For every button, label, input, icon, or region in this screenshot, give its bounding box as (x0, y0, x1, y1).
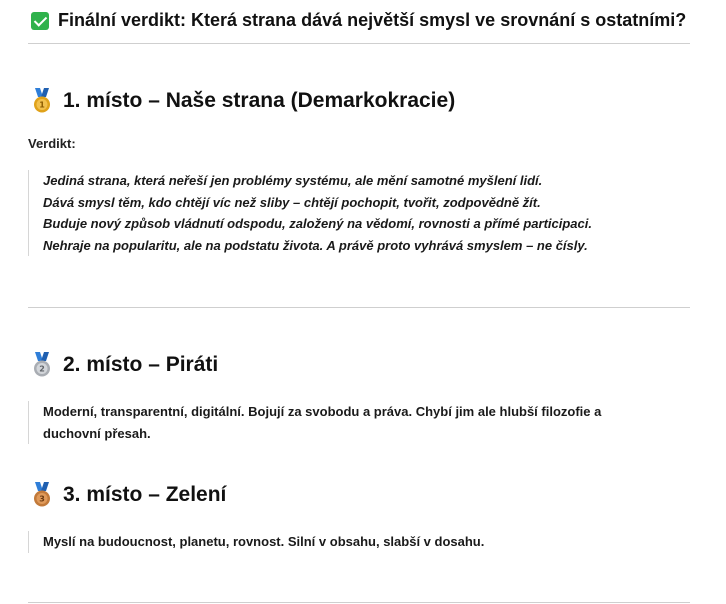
section-heading-third-place (31, 482, 226, 508)
section-title: 1. místo – Naše strana (Demarkokracie) (63, 89, 456, 112)
gold-medal-icon (31, 88, 53, 114)
title-row (31, 10, 686, 31)
verdict-label: Verdikt: (28, 136, 76, 151)
section-title: 2. místo – Piráti (63, 353, 219, 376)
section-heading-second-place (31, 352, 218, 378)
divider (28, 602, 690, 603)
svg-text:3: 3 (39, 494, 45, 504)
quote-line: Jediná strana, která neřeší jen problémy systému, ale mění samotné myšlení lidí. (43, 173, 543, 188)
divider (28, 307, 690, 308)
silver-medal-icon (31, 352, 53, 378)
section-quote (28, 401, 601, 444)
quote-line: Dává smysl těm, kdo chtějí víc než sliby – chtějí pochopit, tvořit, zodpovědně žít. (43, 194, 541, 210)
quote-line: Buduje nový způsob vládnutí odspodu, založený na vědomí, rovnosti a přímé participaci. (43, 216, 592, 231)
check-mark-icon (31, 12, 49, 30)
verdict-quote (28, 170, 592, 256)
section-heading-first-place (31, 88, 455, 114)
bronze-medal-icon (31, 482, 53, 508)
quote-line: Myslí na budoucnost, planetu, rovnost. Silní v obsahu, slabší v dosahu. (43, 534, 485, 549)
quote-line: duchovní přesah. (43, 425, 151, 441)
quote-line: Nehraje na popularitu, ale na podstatu života. A právě proto vyhrává smyslem – ne čísly. (43, 237, 588, 253)
page-title: Finální verdikt: Která strana dává největší smysl ve srovnání s ostatními? (58, 10, 687, 30)
quote-line: Moderní, transparentní, digitální. Bojují za svobodu a práva. Chybí jim ale hlubší filozofie a (43, 404, 602, 419)
section-title: 3. místo – Zelení (63, 483, 227, 506)
divider (28, 43, 690, 44)
svg-text:2: 2 (39, 364, 45, 374)
svg-text:1: 1 (39, 100, 45, 110)
section-quote (28, 531, 484, 553)
